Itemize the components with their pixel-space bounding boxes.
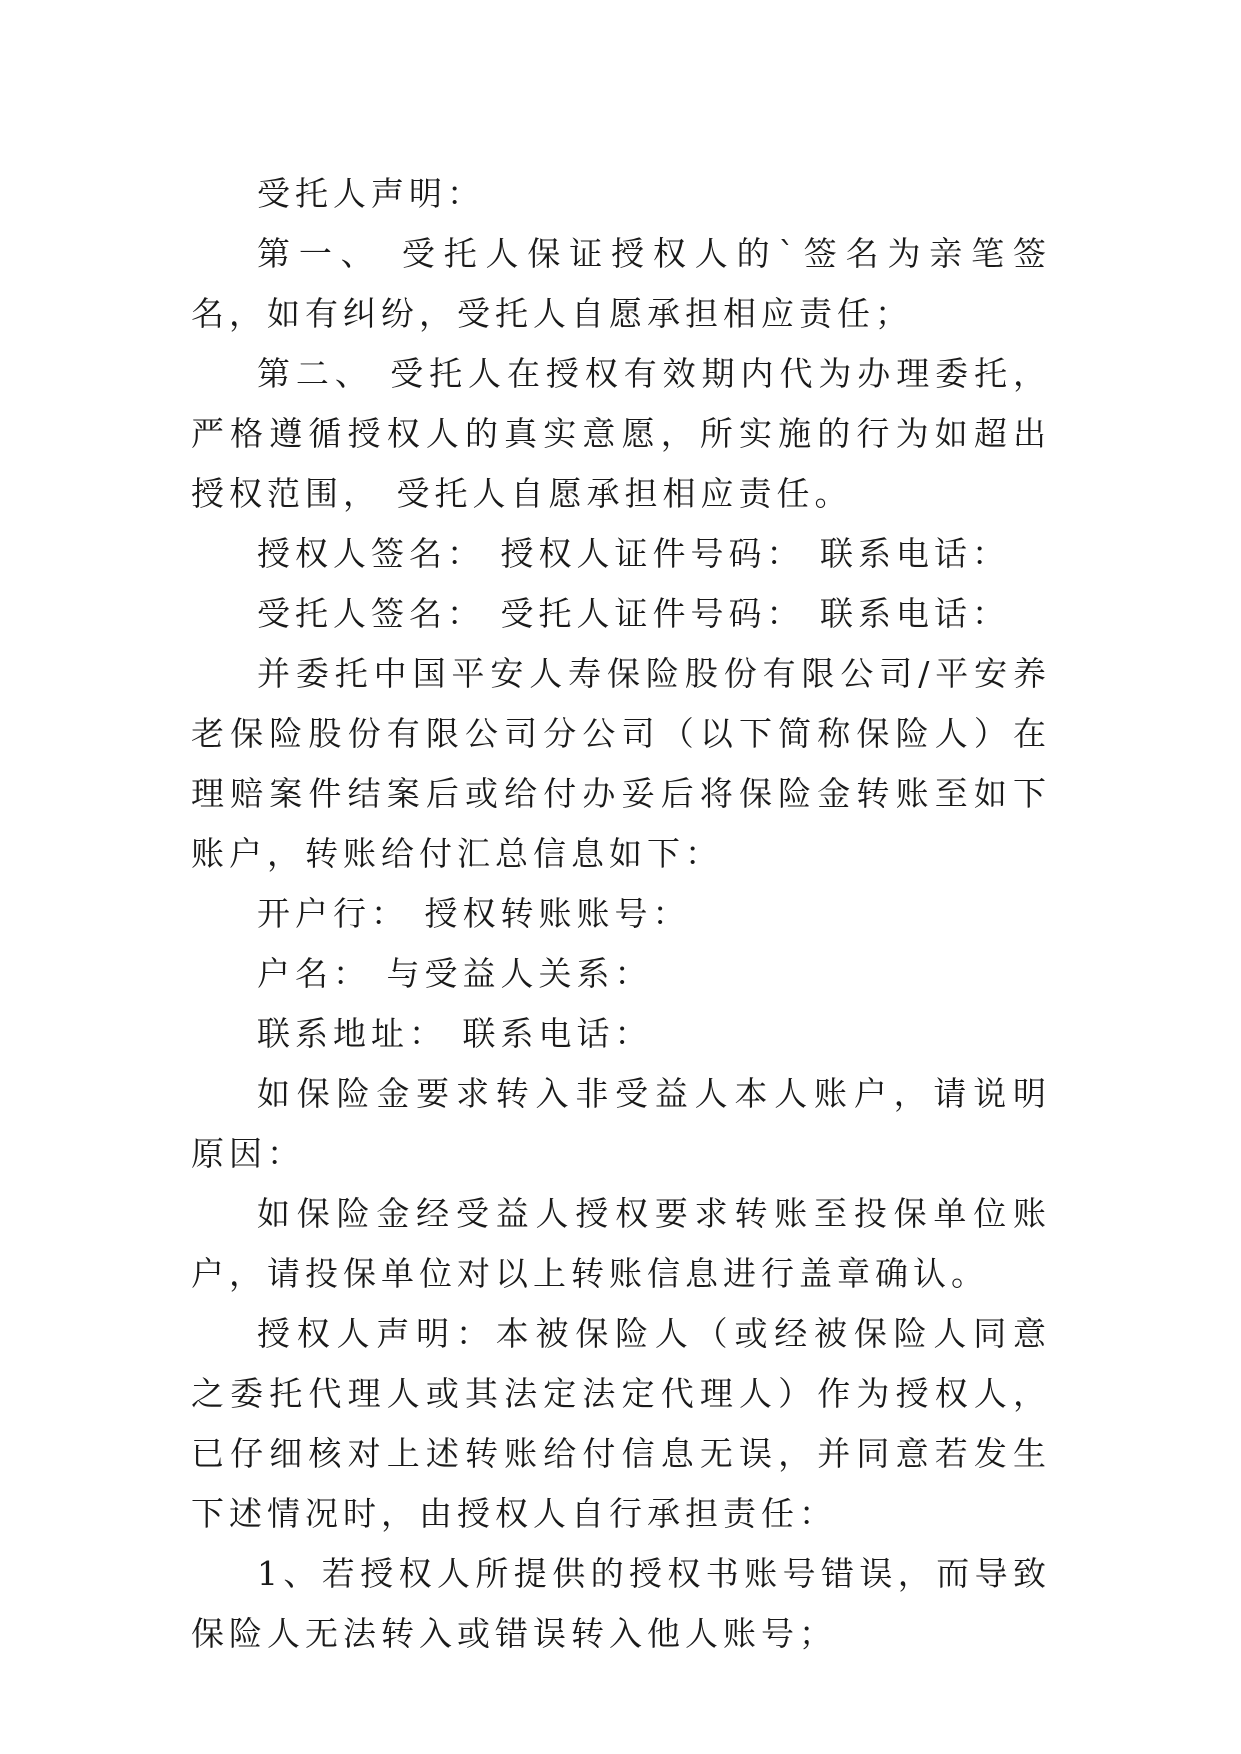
liability-item-1: 1、若授权人所提供的授权书账号错误，而导致保险人无法转入或错误转入他人账号； xyxy=(191,1554,1051,1653)
trustee-signature-line: 受托人签名： 受托人证件号码： 联系电话： xyxy=(257,594,1010,633)
authorizer-declaration-paragraph: 授权人声明：本被保险人（或经被保险人同意之委托代理人或其法定法定代理人）作为授权人，已仔细核对上述转账给付信息无误，并同意若发生下述情况时，由授权人自行承担责任： xyxy=(191,1314,1051,1533)
clause-second: 第二、 受托人在授权有效期内代为办理委托，严格遵循授权人的真实意愿，所实施的行为如超出授权范围， 受托人自愿承担相应责任。 xyxy=(191,354,1051,513)
contact-address-line: 联系地址： 联系电话： xyxy=(257,1014,653,1053)
bank-account-line: 开户行： 授权转账账号： xyxy=(257,894,691,933)
trustee-declaration-heading: 受托人声明： xyxy=(257,174,485,213)
document-body xyxy=(191,164,1051,1664)
non-beneficiary-reason-line: 如保险金要求转入非受益人本人账户，请说明原因： xyxy=(191,1074,1051,1173)
authorizer-signature-line: 授权人签名： 授权人证件号码： 联系电话： xyxy=(257,534,1010,573)
transfer-entrustment-paragraph: 并委托中国平安人寿保险股份有限公司/平安养老保险股份有限公司分公司（以下简称保险人）在理赔案件结案后或给付办妥后将保险金转账至如下账户，转账给付汇总信息如下： xyxy=(191,654,1051,873)
clause-first: 第一、 受托人保证授权人的`签名为亲笔签名，如有纠纷，受托人自愿承担相应责任； xyxy=(191,234,1051,333)
employer-account-paragraph: 如保险金经受益人授权要求转账至投保单位账户，请投保单位对以上转账信息进行盖章确认。 xyxy=(191,1194,1051,1293)
account-name-line: 户名： 与受益人关系： xyxy=(257,954,653,993)
